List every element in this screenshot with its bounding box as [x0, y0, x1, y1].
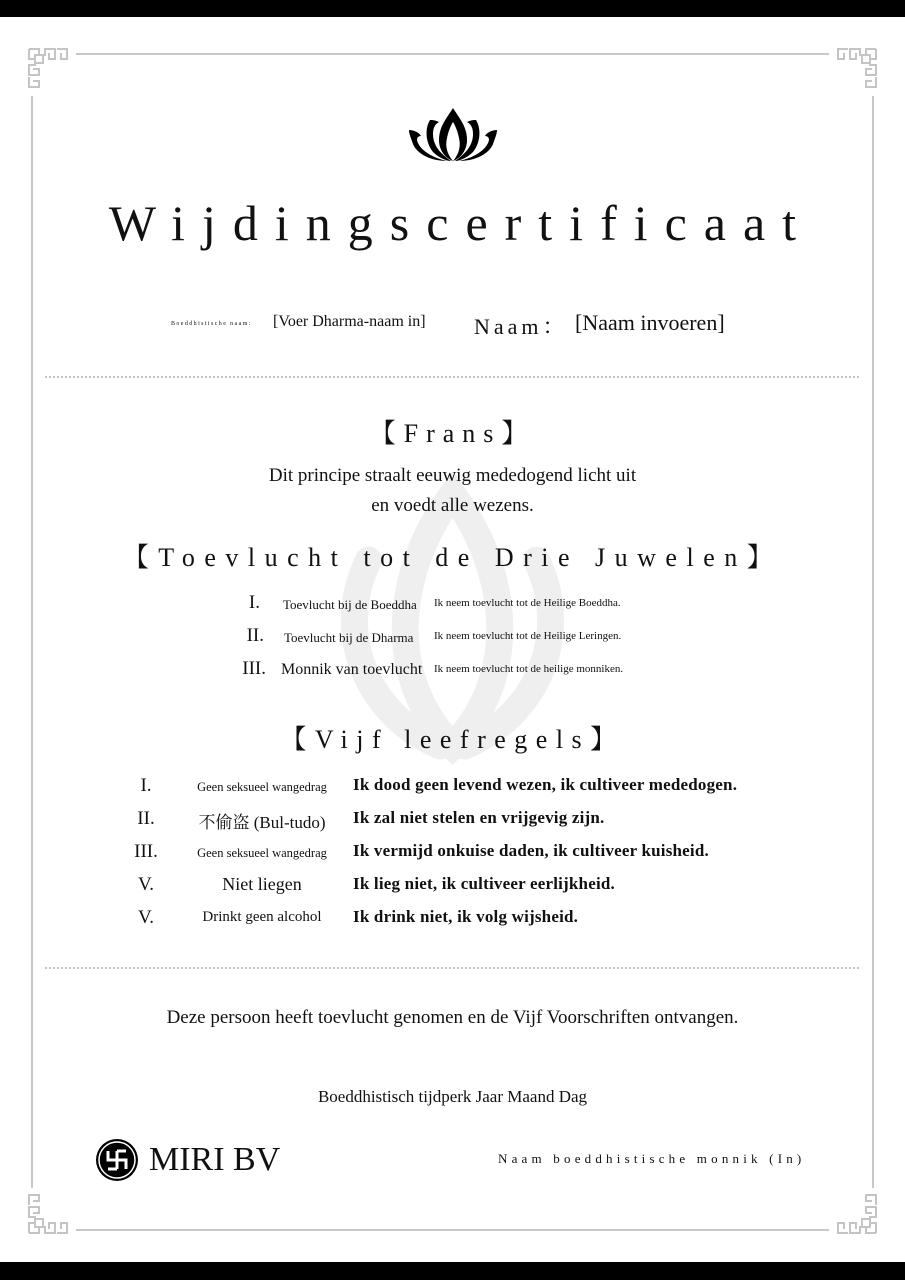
- precept-number: III.: [134, 841, 158, 862]
- precept-desc: Ik lieg niet, ik cultiveer eerlijkheid.: [353, 874, 615, 893]
- precept-row: [0, 874, 905, 906]
- refuge-row: [0, 658, 905, 686]
- date-line: Boeddhistisch tijdperk Jaar Maand Dag: [317, 1087, 588, 1106]
- dotted-divider: [45, 967, 859, 969]
- manji-icon: [95, 1138, 139, 1182]
- precept-row: [0, 841, 905, 873]
- frans-text: [0, 461, 905, 521]
- refuge-number: I.: [248, 592, 260, 613]
- precept-desc: Ik vermijd onkuise daden, ik cultiveer kuisheid.: [353, 841, 709, 860]
- names-row: [0, 310, 905, 340]
- refuge-row: [0, 592, 905, 620]
- frans-line-2: en voedt alle wezens.: [371, 495, 534, 516]
- refuge-name: Toevlucht bij de Boeddha: [283, 597, 417, 612]
- refuge-desc: Ik neem toevlucht tot de Heilige Boeddha.: [434, 597, 621, 609]
- refuge-heading: 【Toevlucht tot de Drie Juwelen】: [122, 543, 783, 572]
- refuge-name: Monnik van toevlucht: [281, 661, 423, 678]
- precept-desc: Ik zal niet stelen en vrijgevig zijn.: [353, 808, 605, 827]
- precept-name: 不偷盗 (Bul-tudo): [198, 813, 326, 832]
- dotted-divider: [45, 376, 859, 378]
- precept-name: Niet liegen: [222, 874, 302, 894]
- name-label: Naam：: [474, 314, 569, 339]
- frans-line-1: Dit principe straalt eeuwig mededogend licht uit: [268, 465, 637, 486]
- corner-ornament-icon: [836, 47, 878, 89]
- statement-text: Deze persoon heeft toevlucht genomen en de Vijf Voorschriften ontvangen.: [166, 1007, 739, 1028]
- frame-line-top: [76, 53, 829, 55]
- precept-desc: Ik dood geen levend wezen, ik cultiveer mededogen.: [353, 775, 738, 794]
- precept-number: V.: [137, 874, 155, 895]
- precept-number: II.: [137, 808, 155, 829]
- frans-heading: 【Frans】: [369, 419, 536, 448]
- frame-line-bottom: [76, 1229, 829, 1231]
- refuge-desc: Ik neem toevlucht tot de heilige monniken.: [434, 663, 624, 675]
- refuge-number: III.: [242, 658, 266, 679]
- refuge-number: II.: [246, 625, 264, 646]
- corner-ornament-icon: [27, 47, 69, 89]
- precept-desc: Ik drink niet, ik volg wijsheid.: [353, 907, 579, 926]
- refuge-row: [0, 625, 905, 653]
- precept-number: I.: [140, 775, 152, 796]
- top-black-bar: [0, 0, 905, 17]
- corner-ornament-icon: [27, 1193, 69, 1235]
- dharma-name-label: Boeddhistische naam:: [171, 321, 252, 327]
- precept-number: V.: [137, 907, 155, 928]
- name-field[interactable]: [Naam invoeren]: [575, 310, 725, 335]
- monk-signature-line: Naam boeddhistische monnik (In): [498, 1151, 806, 1166]
- bottom-black-bar: [0, 1262, 905, 1280]
- precept-name: Geen seksueel wangedrag: [197, 780, 327, 794]
- certificate-title: Wijdingscertificaat: [108, 195, 814, 251]
- precept-name: Drinkt geen alcohol: [202, 909, 322, 925]
- dharma-name-field[interactable]: [Voer Dharma-naam in]: [273, 313, 426, 330]
- precept-row: [0, 775, 905, 807]
- brand-name: MIRI BV: [149, 1141, 281, 1178]
- lotus-icon: [403, 106, 503, 162]
- refuge-name: Toevlucht bij de Dharma: [284, 630, 414, 645]
- precept-row: [0, 808, 905, 840]
- precept-row: [0, 907, 905, 939]
- precepts-heading: 【Vijf leefregels】: [280, 725, 625, 754]
- refuge-desc: Ik neem toevlucht tot de Heilige Leringen.: [434, 630, 622, 642]
- corner-ornament-icon: [836, 1193, 878, 1235]
- precept-name: Geen seksueel wangedrag: [197, 846, 327, 860]
